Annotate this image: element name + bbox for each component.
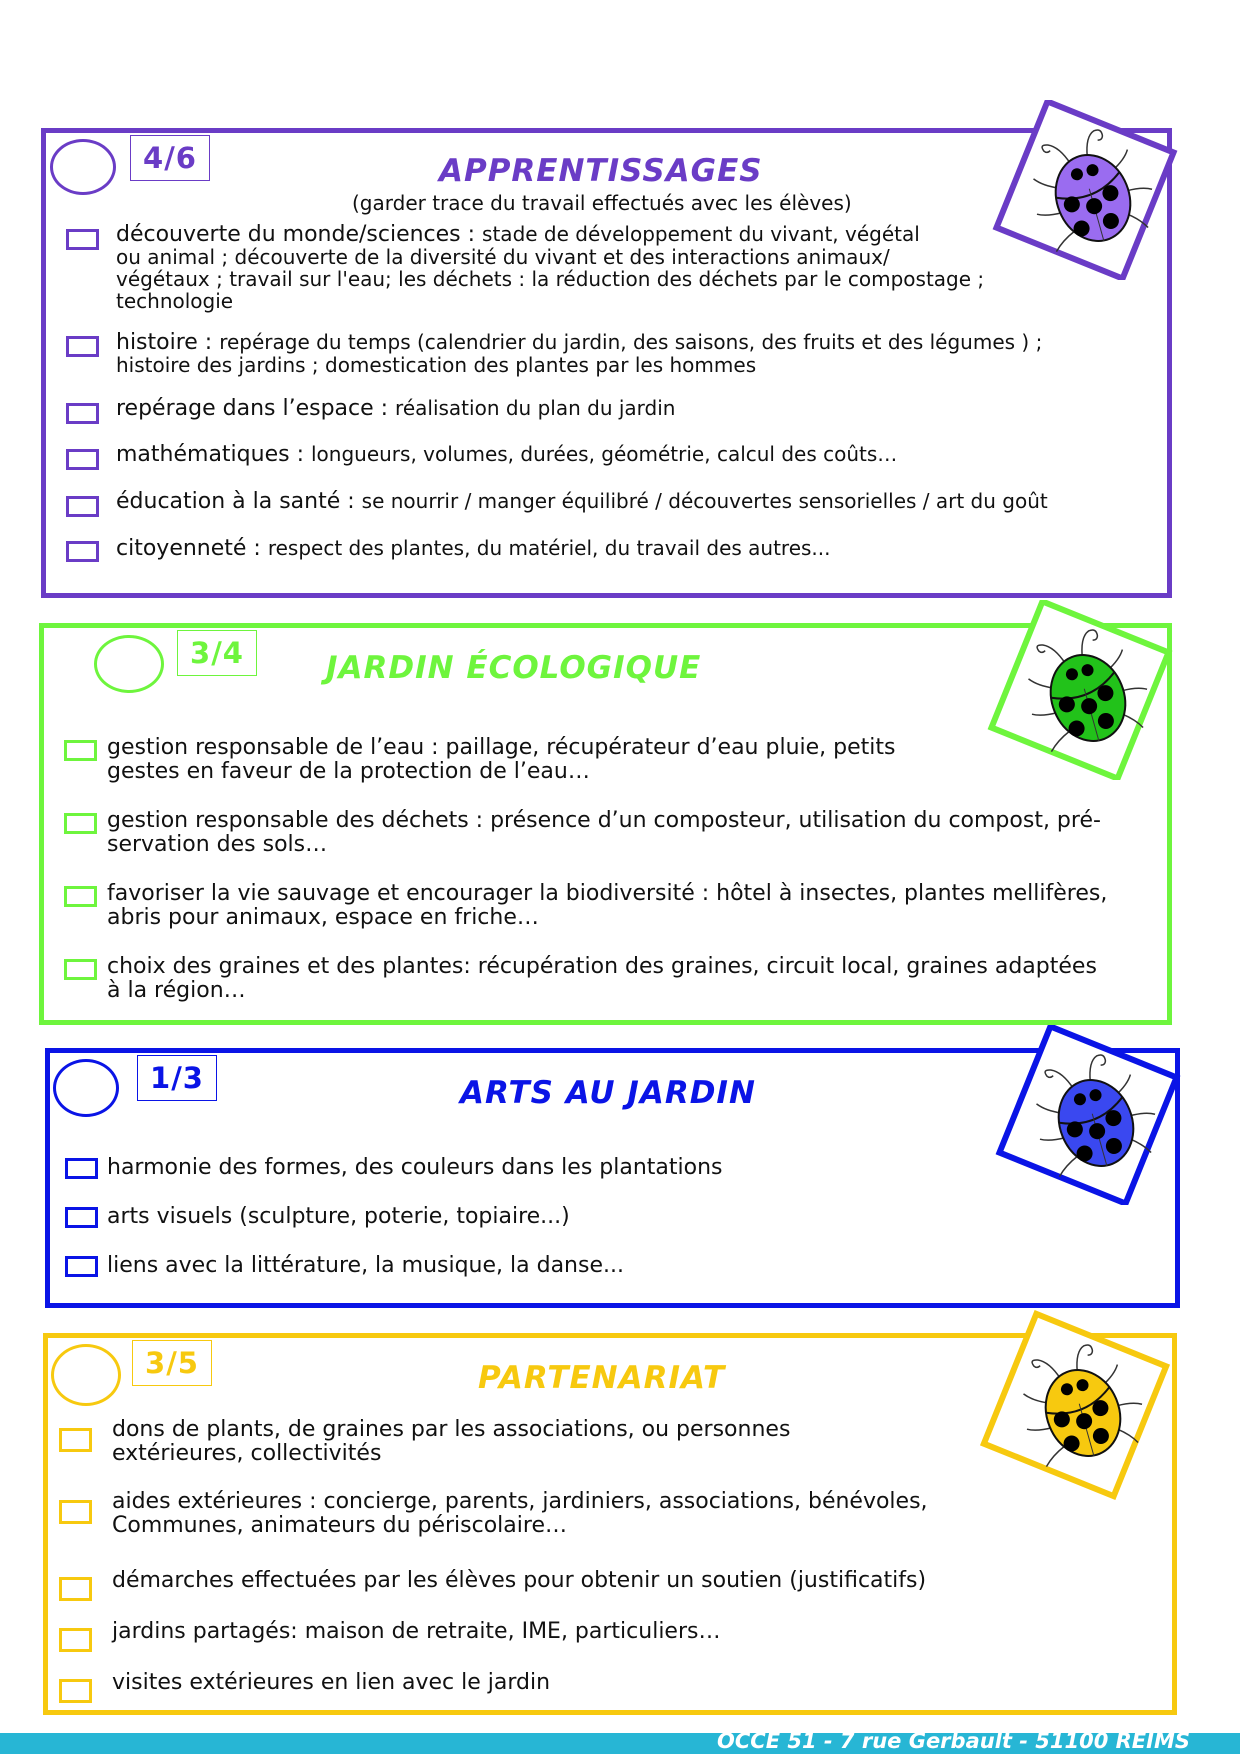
checkbox[interactable] (64, 740, 97, 761)
checkbox[interactable] (66, 496, 99, 517)
score-badge: 3/5 (132, 1340, 212, 1386)
score-badge: 1/3 (137, 1055, 217, 1101)
item-text: aides extérieures : concierge, parents, jardiniers, associations, bénévoles, Communes, animateurs du périscolaire… (112, 1489, 928, 1538)
item-text: harmonie des formes, des couleurs dans les plantations (107, 1155, 723, 1180)
checkbox[interactable] (64, 886, 97, 907)
item-text: mathématiques : longueurs, volumes, durées, géométrie, calcul des coûts… (116, 442, 898, 467)
section-title: APPRENTISSAGES (439, 153, 763, 189)
item-text: choix des graines et des plantes: récupération des graines, circuit local, graines adaptées à la région… (107, 954, 1097, 1003)
ladybug-icon-purple (990, 100, 1180, 280)
score-badge: 4/6 (130, 135, 210, 181)
footer-address: OCCE 51 - 7 rue Gerbault - 51100 REIMS (717, 1729, 1190, 1753)
item-text: liens avec la littérature, la musique, la danse... (107, 1253, 624, 1278)
item-text: citoyenneté : respect des plantes, du matériel, du travail des autres... (116, 536, 831, 561)
item-text: visites extérieures en lien avec le jardin (112, 1670, 551, 1695)
checkbox[interactable] (59, 1500, 92, 1524)
section-title: PARTENARIAT (478, 1360, 726, 1396)
checkbox[interactable] (66, 403, 99, 424)
checkbox[interactable] (65, 1256, 98, 1277)
checkbox[interactable] (66, 541, 99, 562)
checkbox[interactable] (66, 336, 99, 357)
checkbox[interactable] (66, 449, 99, 470)
item-text: gestion responsable des déchets : présence d’un composteur, utilisation du compost, pré- servation des sols… (107, 808, 1101, 857)
score-circle[interactable] (94, 635, 164, 693)
checkbox[interactable] (65, 1158, 98, 1179)
item-text: jardins partagés: maison de retraite, IME, particuliers… (112, 1619, 721, 1644)
score-circle[interactable] (50, 139, 116, 195)
section-subtitle: (garder trace du travail effectués avec les élèves) (352, 191, 852, 215)
ladybug-icon-yellow (980, 1310, 1170, 1500)
ladybug-icon-green (985, 600, 1175, 780)
item-text: arts visuels (sculpture, poterie, topiaire...) (107, 1204, 570, 1229)
checkbox[interactable] (64, 959, 97, 980)
item-text: découverte du monde/sciences : stade de développement du vivant, végétal ou animal ; découverte de la diversité du vivant et des interactions animaux/ végétaux ; travail sur l'eau; les déchets : la réduction des déchets par le compostage ; technologie (116, 222, 985, 313)
item-text: démarches effectuées par les élèves pour obtenir un soutien (justificatifs) (112, 1568, 927, 1593)
score-badge: 3/4 (177, 630, 257, 676)
item-text: gestion responsable de l’eau : paillage, récupérateur d’eau pluie, petits gestes en faveur de la protection de l’eau… (107, 735, 896, 784)
item-text: repérage dans l’espace : réalisation du plan du jardin (116, 396, 676, 421)
item-text: dons de plants, de graines par les associations, ou personnes extérieures, collectivités (112, 1417, 791, 1466)
checkbox[interactable] (59, 1679, 92, 1703)
checkbox[interactable] (64, 813, 97, 834)
item-text: favoriser la vie sauvage et encourager la biodiversité : hôtel à insectes, plantes mellifères, abris pour animaux, espace en friche… (107, 881, 1108, 930)
item-text: éducation à la santé : se nourrir / manger équilibré / découvertes sensorielles / art du goût (116, 489, 1048, 514)
checkbox[interactable] (65, 1207, 98, 1228)
checkbox[interactable] (59, 1577, 92, 1601)
checkbox[interactable] (66, 229, 99, 250)
checkbox[interactable] (59, 1428, 92, 1452)
checkbox[interactable] (59, 1628, 92, 1652)
item-text: histoire : repérage du temps (calendrier du jardin, des saisons, des fruits et des légumes ) ; histoire des jardins ; domestication des plantes par les hommes (116, 330, 1043, 377)
section-title: JARDIN ÉCOLOGIQUE (326, 650, 702, 686)
footer-bar (0, 1729, 1240, 1754)
score-circle[interactable] (53, 1059, 119, 1117)
section-title: ARTS AU JARDIN (460, 1075, 756, 1111)
score-circle[interactable] (51, 1344, 121, 1406)
ladybug-icon-blue (993, 1025, 1183, 1205)
